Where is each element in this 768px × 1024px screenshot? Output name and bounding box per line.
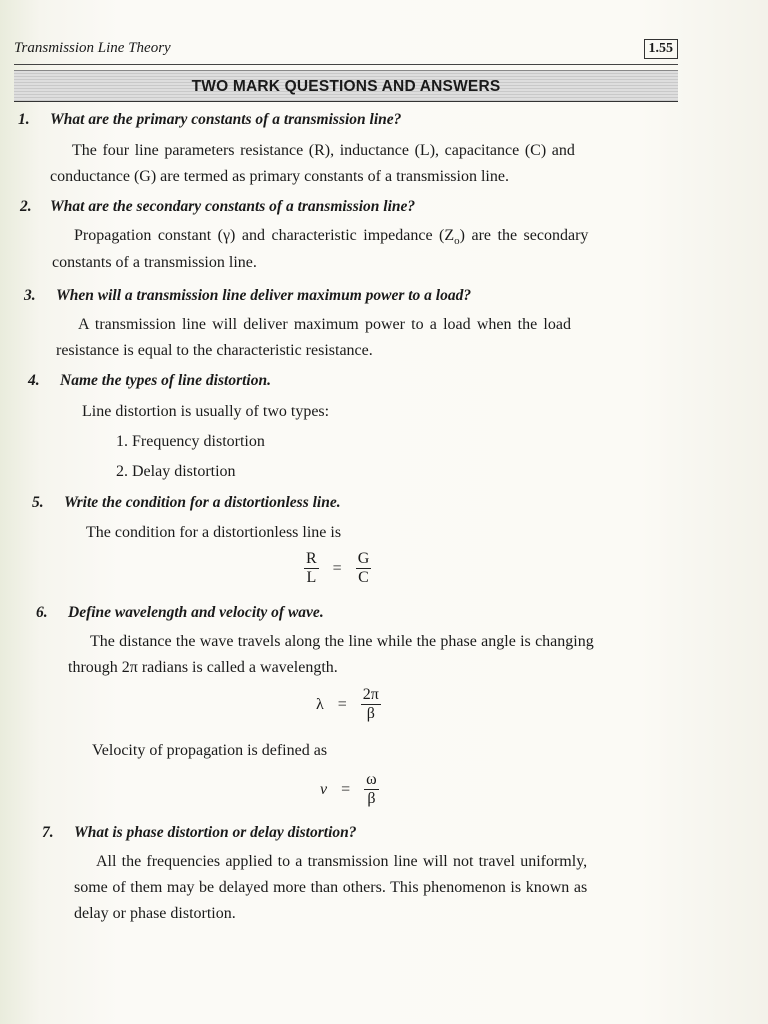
numerator: ω bbox=[366, 771, 377, 788]
question-text: When will a transmission line deliver maximum power to a load? bbox=[56, 287, 472, 304]
equals-sign: = bbox=[337, 695, 347, 713]
question-number: 1. bbox=[18, 111, 30, 128]
question-text: What are the secondary constants of a transmission line? bbox=[50, 198, 416, 215]
question-number: 4. bbox=[28, 372, 40, 389]
answer-line: through 2π radians is called a wavelength. bbox=[68, 659, 338, 676]
numerator: G bbox=[357, 550, 370, 567]
answer-text: ) are the secondary bbox=[459, 227, 589, 244]
answer-line: conductance (G) are termed as primary constants of a transmission line. bbox=[50, 168, 509, 185]
denominator: β bbox=[366, 705, 375, 722]
answer-text: Propagation constant (γ) and characteristic impedance (Z bbox=[74, 227, 455, 244]
fraction-r-over-l bbox=[304, 550, 319, 587]
fraction-2pi-over-beta bbox=[361, 686, 381, 723]
distortionless-equation bbox=[304, 550, 371, 587]
denominator: β bbox=[367, 790, 376, 807]
denominator: C bbox=[358, 569, 369, 586]
numerator: R bbox=[306, 550, 317, 567]
question-text: What is phase distortion or delay distortion? bbox=[74, 824, 357, 841]
question-number: 5. bbox=[32, 494, 44, 511]
wavelength-equation bbox=[316, 686, 381, 723]
fraction-g-over-c bbox=[356, 550, 372, 587]
answer-line: some of them may be delayed more than others. This phenomenon is known as bbox=[74, 879, 588, 896]
question-text: Define wavelength and velocity of wave. bbox=[68, 604, 324, 621]
question-text: Name the types of line distortion. bbox=[60, 372, 271, 389]
question-number: 3. bbox=[24, 287, 36, 304]
question-number: 6. bbox=[36, 604, 48, 621]
answer-line: Line distortion is usually of two types: bbox=[82, 403, 330, 420]
answer-line: Velocity of propagation is defined as bbox=[92, 742, 328, 759]
velocity-equation bbox=[320, 771, 379, 808]
velocity-symbol: v bbox=[320, 780, 328, 798]
equals-sign: = bbox=[332, 559, 342, 577]
denominator: L bbox=[306, 569, 317, 586]
answer-line: delay or phase distortion. bbox=[74, 905, 236, 922]
list-item: 1. Frequency distortion bbox=[116, 433, 265, 450]
answer-line: The distance the wave travels along the line while the phase angle is changing bbox=[90, 633, 594, 650]
numerator: 2π bbox=[362, 686, 379, 703]
question-text: What are the primary constants of a transmission line? bbox=[50, 111, 402, 128]
answer-line: The condition for a distortionless line is bbox=[86, 524, 342, 541]
answer-line: A transmission line will deliver maximum power to a load when the load bbox=[78, 316, 571, 333]
question-text: Write the condition for a distortionless line. bbox=[64, 494, 341, 511]
answer-line bbox=[74, 227, 588, 247]
running-header bbox=[14, 38, 678, 65]
equals-sign: = bbox=[341, 780, 351, 798]
answer-line: constants of a transmission line. bbox=[52, 254, 257, 271]
subscript: o bbox=[454, 235, 460, 248]
answer-line: resistance is equal to the characteristic resistance. bbox=[56, 342, 373, 359]
section-heading-band bbox=[14, 70, 678, 102]
answer-line: All the frequencies applied to a transmission line will not travel uniformly, bbox=[96, 853, 588, 870]
question-number: 2. bbox=[20, 198, 32, 215]
chapter-title: Transmission Line Theory bbox=[14, 40, 171, 56]
fraction-omega-over-beta bbox=[364, 771, 379, 808]
answer-line: The four line parameters resistance (R), inductance (L), capacitance (C) and bbox=[72, 142, 575, 159]
list-item: 2. Delay distortion bbox=[116, 463, 236, 480]
lambda-symbol: λ bbox=[316, 695, 324, 713]
question-number: 7. bbox=[42, 824, 54, 841]
section-title: TWO MARK QUESTIONS AND ANSWERS bbox=[191, 78, 501, 95]
page-number: 1.55 bbox=[644, 39, 679, 59]
